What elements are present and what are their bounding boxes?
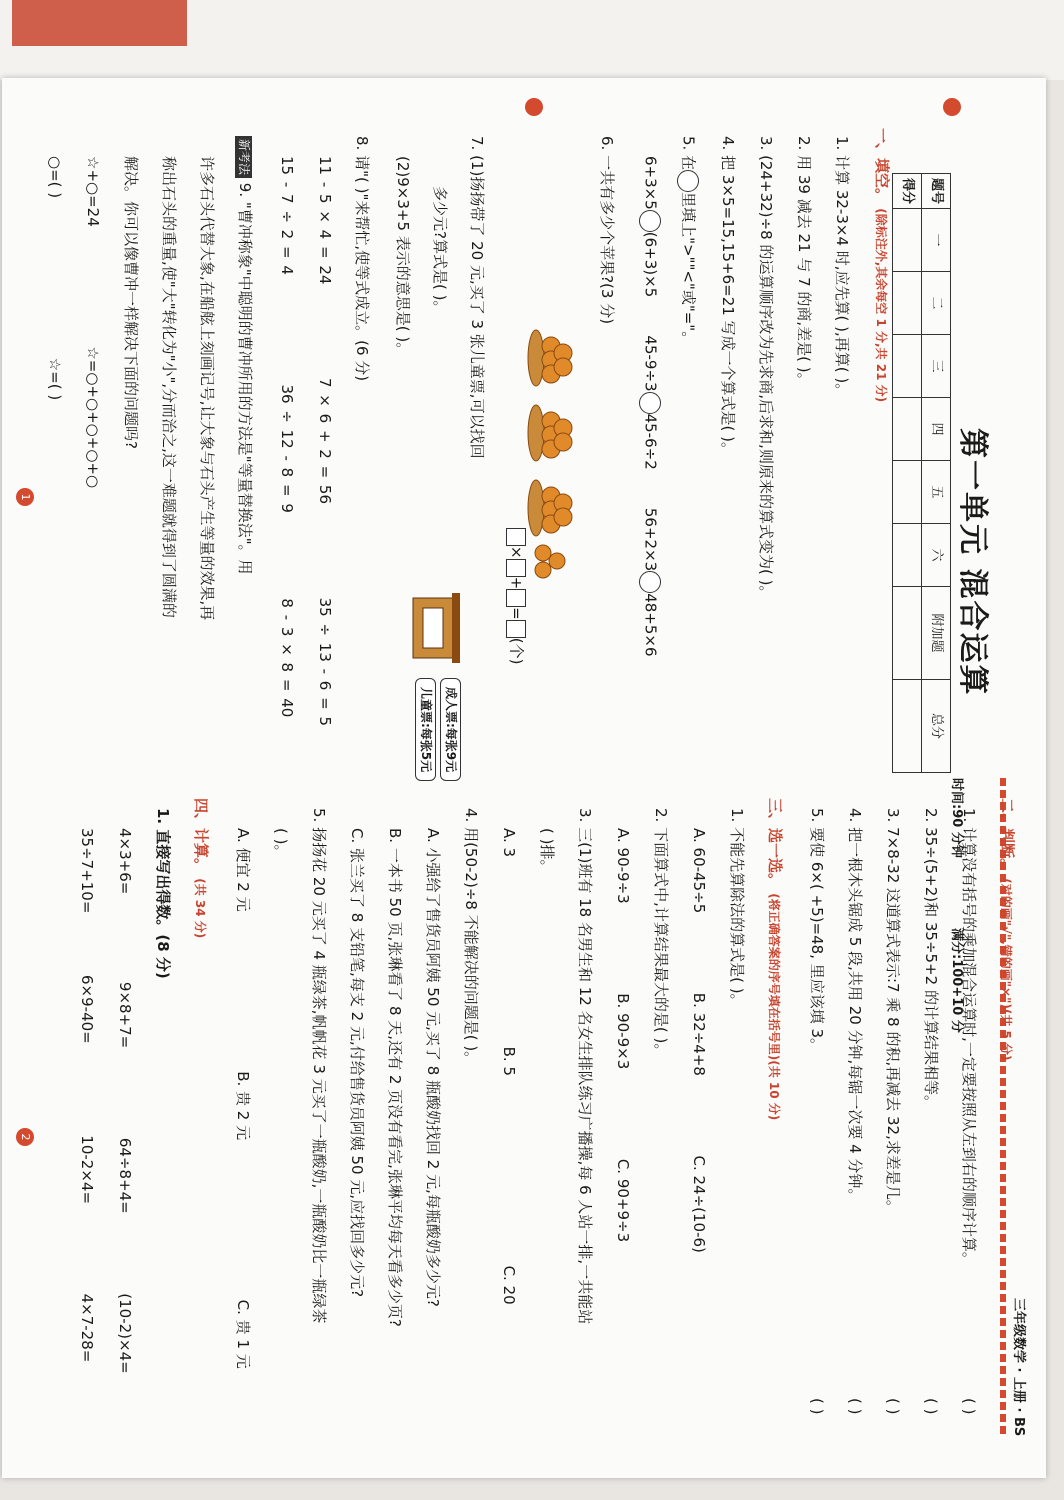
score-cell[interactable] (893, 335, 922, 398)
s1-q5-text-b: 里填上">""<"或"="。 (679, 192, 698, 347)
s3-q4-option-a[interactable]: A. 小强给了售货员阿姨 50 元,买了 8 瓶酸奶找回 2 元,每瓶酸奶多少元? (424, 828, 442, 1307)
s3-q5b: ( )。 (272, 828, 290, 860)
score-cell[interactable] (893, 680, 922, 773)
section-1-title: 一、填空。 (873, 128, 891, 204)
judge-paren[interactable]: ( ) (884, 1398, 902, 1415)
full-score-label: 满分:100+10 分 (949, 928, 964, 1033)
s3-q3-options (499, 828, 518, 1305)
s1-q8: 8. 请"( )"来帮忙,使等式成立。(6 分) (353, 136, 371, 382)
expr: 48+5×6 (641, 593, 660, 657)
score-col: 二 (922, 272, 951, 335)
score-col: 附加题 (922, 587, 951, 680)
s1-q4: 4. 把 3×5=15,15+6=21 写成一个算式是( )。 (719, 136, 737, 458)
s1-q3: 3. (24+32)÷8 的运算顺序改为先求商,后求和,则原来的算式变为( )。 (757, 136, 775, 601)
s1-q5-text: 5. 在 (679, 136, 698, 171)
s3-q3b: ( )排。 (538, 828, 556, 875)
s1-q7b: 多少元?算式是( )。 (431, 186, 449, 316)
score-col: 六 (922, 524, 951, 587)
compare-circle-input[interactable] (639, 210, 661, 232)
child-ticket-price: 儿童票:每张5元 (415, 678, 436, 781)
answer-blank[interactable]: ☆=( ) (46, 357, 64, 401)
red-cover-fragment (12, 0, 187, 46)
s1-q9b: 许多石头代替大象,在船舷上刻画记号,让大象与石头产生等量的效果,再 (198, 156, 216, 621)
judge-paren[interactable]: ( ) (922, 1398, 940, 1415)
calc-item[interactable]: 64÷8+4= (116, 1137, 134, 1214)
calc-item[interactable]: 4×7-28= (78, 1293, 96, 1363)
time-label: 时间:90 分钟 (949, 778, 964, 858)
adult-ticket-price: 成人票:每张9元 (440, 678, 461, 781)
apple-plate-icon (528, 330, 572, 386)
page-number: 2 (16, 1128, 34, 1146)
answer-box[interactable] (506, 559, 526, 577)
section-1-heading (872, 128, 891, 402)
s3-q2: 2. 下面算式中,计算结果最大的是( )。 (652, 808, 670, 1059)
s1-q9c: 称出石头的重量,使"大"转化为"小",分而治之,这一难题就得到了圆满的 (160, 156, 178, 618)
s1-q9-text: 9. "曹冲称象"中聪明的曹冲所用的方法是"等量替换法"。用 (236, 182, 254, 575)
apple-plates-illustration (521, 328, 591, 658)
section-3-heading (765, 798, 784, 1120)
section-3-note: (将正确答案的序号填在括号里)(共 10 分) (767, 893, 781, 1121)
exam-paper (2, 78, 1046, 1478)
section-2-note: (对的画"√",错的画"×")(共 5 分) (999, 878, 1013, 1061)
grade-label: 三年级数学 · 上册 · BS (1011, 1298, 1026, 1437)
compare-circle-input[interactable] (639, 392, 661, 414)
s1-q7: 7. (1)扬扬带了 20 元,买了 3 张儿童票,可以找回 (468, 136, 486, 459)
calc-item[interactable]: (10-2)×4= (116, 1293, 134, 1374)
s1-q9e-row1 (83, 156, 102, 488)
s4-row1 (115, 828, 134, 1374)
option[interactable]: A. 90-9÷3 (614, 828, 632, 904)
section-2-title: 二、判断。 (998, 798, 1016, 874)
s1-q9 (235, 136, 254, 574)
equation: 11 - 5 × 4 = 24 (316, 156, 334, 285)
loose-apples-icon (535, 545, 565, 578)
s1-q5 (677, 136, 699, 346)
s1-q1: 1. 计算 32-3×4 时,应先算( ),再算( )。 (833, 136, 851, 399)
calc-item[interactable]: 4×3+6= (116, 828, 134, 895)
judge-paren[interactable]: ( ) (960, 1398, 978, 1415)
option[interactable]: A. 3 (500, 828, 518, 858)
rotated-exam-sheet (2, 78, 1046, 1478)
score-row-label: 题号 (922, 174, 951, 209)
s3-q4-option-b[interactable]: B. 一本书 50 页,张琳看了 8 天,还有 2 页没有看完,张琳平均每天看多少页? (386, 828, 404, 1327)
s1-q6-answer-boxes: ×+=(个) (506, 528, 526, 664)
equation: ☆=○+○+○+○+○ (84, 346, 102, 489)
option[interactable]: C. 24÷(10-6) (690, 1155, 708, 1253)
equation: 7 × 6 + 2 = 56 (316, 377, 334, 505)
calc-item[interactable]: 10-2×4= (78, 1135, 96, 1205)
s3-q2-options (613, 828, 632, 1242)
s2-item-2: 2. 35÷(5+2)和 35÷5+2 的计算结果相等。 (922, 808, 940, 1110)
option[interactable]: C. 90+9÷3 (614, 1158, 632, 1243)
score-col: 四 (922, 398, 951, 461)
page-number: 1 (16, 488, 34, 506)
calc-item[interactable]: 6×9-40= (78, 975, 96, 1044)
judge-paren[interactable]: ( ) (808, 1398, 826, 1415)
score-cell[interactable] (893, 461, 922, 524)
s1-q8-row2 (277, 156, 296, 717)
option[interactable]: C. 贵 1 元 (234, 1299, 252, 1369)
s1-q6: 6. 一共有多少个苹果?(3 分) (598, 136, 616, 325)
s1-q2: 2. 用 39 减去 21 与 7 的商,差是( )。 (795, 136, 813, 388)
option[interactable]: A. 便宜 2 元 (234, 828, 252, 912)
score-cell[interactable] (893, 272, 922, 335)
equation: 35 ÷ 13 - 6 = 5 (316, 597, 334, 726)
score-cell[interactable] (893, 587, 922, 680)
option[interactable]: B. 贵 2 元 (234, 1071, 252, 1141)
option[interactable]: B. 32÷4+8 (690, 992, 708, 1076)
score-col: 一 (922, 209, 951, 272)
s4-row2 (77, 828, 96, 1362)
calc-item[interactable]: 9×8+7= (116, 981, 134, 1049)
answer-box[interactable] (506, 620, 526, 638)
option[interactable]: C. 20 (500, 1265, 518, 1305)
section-2-heading (997, 798, 1016, 1061)
score-table (892, 173, 951, 773)
answer-box[interactable] (506, 589, 526, 607)
option[interactable]: B. 5 (500, 1046, 518, 1077)
calc-item[interactable]: 35÷7+10= (78, 828, 96, 914)
ticket-booth-icon (398, 588, 468, 668)
s2-item-5: 5. 要使 6×( +5)=48, 里应该填 3。 (808, 808, 826, 1054)
s3-q4: 4. 用(50-2)÷8 不能解决的问题是( )。 (462, 808, 480, 1067)
compare-circle-input[interactable] (639, 571, 661, 593)
score-cell[interactable] (893, 209, 922, 272)
score-col: 三 (922, 335, 951, 398)
page-marker (525, 98, 543, 116)
ticket-price-sign (415, 678, 461, 781)
s4-q1: 1. 直接写出得数。(8 分) (154, 808, 172, 979)
apple-plate-icon (528, 480, 572, 536)
apple-plate-icon (528, 405, 572, 461)
expr: (6+3)×5 (641, 231, 660, 298)
expr: 45-6÷2 (641, 413, 660, 470)
score-cell[interactable] (893, 524, 922, 587)
s3-q5: 5. 扬扬花 20 元买了 4 瓶绿茶,帆帆花 3 元买了一瓶酸奶,一瓶酸奶比一瓶绿茶 (310, 808, 328, 1324)
s2-item-3: 3. 7×8-32 这道算式表示:7 乘 8 的积,再减去 32,求差是几。 (884, 808, 902, 1215)
expr: 6+3×5 (641, 156, 660, 210)
page-marker (943, 98, 961, 116)
section-4-note: (共 34 分) (193, 878, 207, 939)
page-title: 第一单元 混合运算 (955, 428, 990, 697)
s3-q1-options (689, 828, 708, 1253)
equation: 8 - 3 × 8 = 40 (278, 598, 296, 718)
option[interactable]: B. 90-9×3 (614, 993, 632, 1070)
equation: 36 ÷ 12 - 8 = 9 (278, 384, 296, 513)
s1-q7c: (2)9×3+5 表示的意思是( )。 (394, 156, 412, 358)
score-col: 五 (922, 461, 951, 524)
s2-item-1: 1. 计算没有括号的乘加混合运算时,一定要按照从左到右的顺序计算。 (960, 808, 978, 1267)
new-method-tag: 新考法 (235, 136, 252, 178)
s1-q9e-row2 (45, 156, 64, 400)
s3-q5-options (233, 828, 252, 1369)
equation: 15 - 7 ÷ 2 = 4 (278, 156, 296, 275)
s1-q8-row1 (315, 156, 334, 726)
compare-circle (677, 170, 699, 192)
expr: 45-9÷3 (641, 335, 660, 392)
score-row-label: 得分 (893, 174, 922, 209)
expr: 56+2×3 (641, 507, 660, 572)
s2-item-4: 4. 把一根木头锯成 5 段,共用 20 分钟,每锯一次要 4 分钟。 (846, 808, 864, 1204)
s1-q9d: 解决。你可以像曹冲一样解决下面的问题吗? (122, 156, 140, 449)
section-4-title: 四、计算。 (192, 798, 210, 874)
s3-q3: 3. 三(1)班有 18 名男生和 12 名女生排队练习广播操,每 6 人站一排,一共能站 (576, 808, 594, 1325)
unit-label: (个) (507, 637, 526, 665)
score-col: 总分 (922, 680, 951, 773)
score-cell[interactable] (893, 398, 922, 461)
option[interactable]: A. 60-45÷5 (690, 828, 708, 914)
s1-q5-items (639, 156, 661, 657)
judge-paren[interactable]: ( ) (846, 1398, 864, 1415)
equation: ☆+○=24 (84, 156, 102, 227)
section-3-title: 三、选一选。 (766, 798, 784, 889)
s3-q1: 1. 不能先算除法的算式是( )。 (728, 808, 746, 1009)
answer-blank[interactable]: ○=( ) (46, 156, 64, 199)
s3-q4-option-c[interactable]: C. 张兰买了 8 支铅笔,每支 2 元,付给售货员阿姨 50 元,应找回多少元? (348, 828, 366, 1298)
answer-box[interactable] (506, 528, 526, 546)
section-4-heading (191, 798, 210, 938)
section-1-note: (除标注外,其余每空 1 分,共 21 分) (874, 208, 888, 403)
